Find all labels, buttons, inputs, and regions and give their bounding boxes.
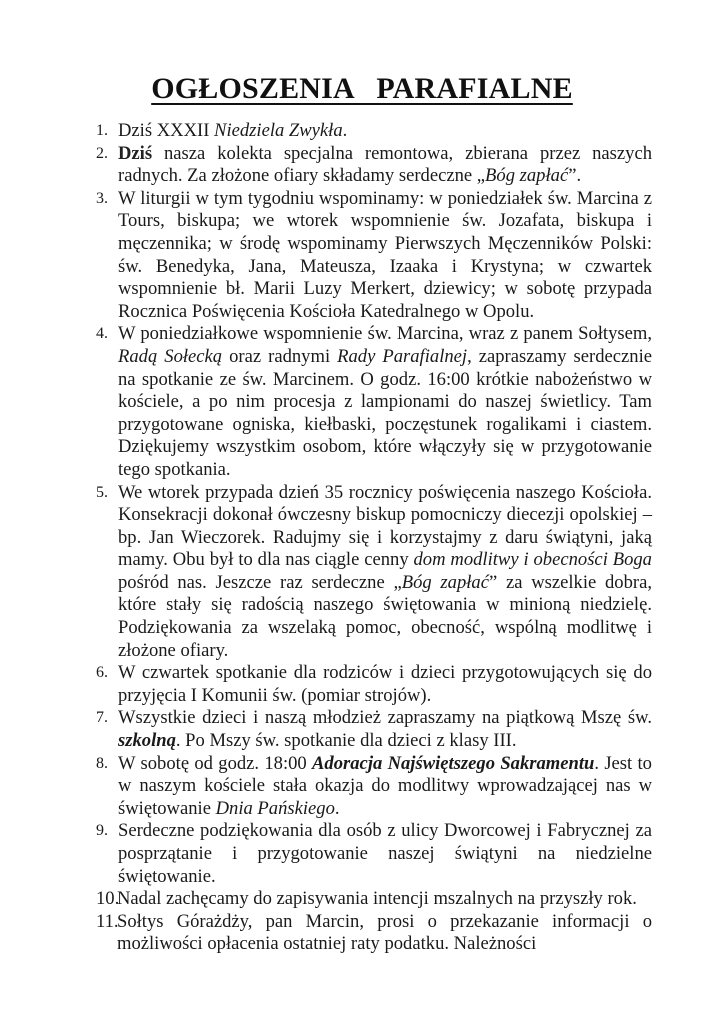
text-segment: We wtorek przypada dzień 35 rocznicy poświęcenia naszego Kościoła. Konsekracji dokonał ówczesny biskup pomocniczy diecezji opolskiej – bp. Jan Wieczorek. Radujmy się i korzystajmy z daru świątyni, jaką mamy. Obu był to dla nas ciągle cenny: [118, 481, 652, 571]
item-number: 2.: [96, 144, 108, 162]
text-segment: Sołtys Górażdży, pan Marcin, prosi o przekazanie informacji o możliwości opłacenia ostatniej raty podatku. Należności: [117, 910, 652, 955]
text-segment: ” za wszelkie dobra, które stały się radością naszego świętowania w minioną niedzielę. Podziękowania za wszelaką pomoc, obecność, wspólną modlitwę i złożone ofiary.: [118, 571, 652, 661]
item-text: [117, 911, 652, 956]
item-number: 5.: [96, 483, 108, 501]
text-segment: W poniedziałkowe wspomnienie św. Marcina, wraz z panem Sołtysem,: [118, 323, 652, 345]
announcement-item-6: [96, 662, 652, 707]
text-segment: oraz radnymi: [222, 345, 338, 367]
item-number: 8.: [96, 754, 108, 772]
text-segment: Rady Parafialnej: [337, 345, 468, 367]
item-text: [118, 120, 652, 143]
text-segment: , zapraszamy serdecznie na spotkanie ze św. Marcinem. O godz. 16:00 krótkie nabożeństwo w kościele, a po nim procesja z lampionami do naszej świetlicy. Tam przygotowane ogniska, kiełbaski, poczęstunek rogalikami i ciastem. Dziękujemy wszystkim osobom, które włączyły się w przygotowanie tego spotkania.: [118, 345, 652, 480]
text-segment: Bóg zapłać: [401, 571, 489, 593]
item-number: 9.: [96, 822, 108, 840]
announcement-item-2: [96, 143, 652, 188]
text-segment: . Jest to w naszym kościele stała okazja do modlitwy wprowadzającej nas w świętowanie: [118, 752, 652, 819]
item-text: [118, 820, 652, 888]
text-segment: Dnia Pańskiego: [215, 797, 335, 819]
text-segment: szkolną: [118, 730, 176, 752]
announcement-item-9: [96, 820, 652, 888]
announcement-item-1: [96, 120, 652, 143]
item-text: [117, 888, 652, 911]
text-segment: W sobotę od godz. 18:00: [118, 752, 313, 774]
announcement-item-3: [96, 188, 652, 324]
item-number: 6.: [96, 664, 108, 682]
text-segment: nasza kolekta specjalna remontowa, zbierana przez naszych radnych. Za złożone ofiary składamy serdeczne „: [118, 142, 652, 187]
text-segment: W liturgii w tym tygodniu wspominamy: w poniedziałek św. Marcina z Tours, biskupa; we wtorek wspomnienie św. Jozafata, biskupa i męczennika; w środę wspominamy Pierwszych Męczenników Polski: św. Benedyka, Jana, Mateusza, Izaaka i Krystyna; w czwartek wspomnienie bł. Marii Luzy Merkert, dziewicy; w sobotę przypada Rocznica Poświęcenia Kościoła Katedralnego w Opolu.: [118, 187, 652, 322]
item-text: [118, 188, 652, 324]
announcement-item-4: [96, 323, 652, 481]
text-segment: ”.: [568, 165, 582, 187]
page-title: OGŁOSZENIA PARAFIALNE: [151, 72, 573, 105]
text-segment: dom modlitwy i obecności Boga: [413, 549, 652, 571]
item-number: 3.: [96, 189, 108, 207]
announcement-item-11: [96, 911, 652, 956]
item-text: [118, 707, 652, 752]
text-segment: W czwartek spotkanie dla rodziców i dzieci przygotowujących się do przyjęcia I Komunii św. (pomiar strojów).: [118, 662, 652, 706]
text-segment: Nadal zachęcamy do zapisywania intencji mszalnych na przyszły rok.: [117, 888, 637, 910]
announcement-item-7: [96, 707, 652, 752]
text-segment: Niedziela Zwykła: [214, 120, 343, 141]
item-number: 11.: [96, 910, 119, 932]
announcement-item-8: [96, 753, 652, 821]
item-text: [118, 753, 652, 821]
announcements-list: [96, 120, 652, 956]
text-segment: .: [342, 120, 348, 141]
text-segment: Adoracja Najświętszego Sakramentu: [312, 752, 595, 774]
text-segment: Dziś XXXII: [118, 120, 215, 141]
text-segment: .: [334, 797, 340, 819]
item-number: 1.: [96, 122, 108, 139]
text-segment: Radą Sołecką: [118, 345, 223, 367]
announcement-item-10: [96, 888, 652, 911]
text-segment: Dziś: [118, 142, 153, 164]
item-text: [118, 323, 652, 481]
text-segment: pośród nas. Jeszcze raz serdeczne „: [118, 571, 402, 593]
text-segment: Bóg zapłać: [485, 165, 569, 187]
item-text: [118, 662, 652, 707]
text-segment: Serdeczne podziękowania dla osób z ulicy Dworcowej i Fabrycznej za posprzątanie i przygotowanie naszej świątyni na niedzielne świętowanie.: [118, 820, 652, 887]
item-text: [118, 143, 652, 188]
text-segment: . Po Mszy św. spotkanie dla dzieci z klasy III.: [175, 730, 517, 752]
text-segment: Wszystkie dzieci i naszą młodzież zapraszamy na piątkową Mszę św.: [118, 707, 652, 729]
item-number: 10.: [96, 888, 120, 910]
item-number: 4.: [96, 325, 108, 343]
announcement-item-5: [96, 482, 652, 663]
item-text: [118, 482, 652, 663]
item-number: 7.: [96, 709, 108, 727]
